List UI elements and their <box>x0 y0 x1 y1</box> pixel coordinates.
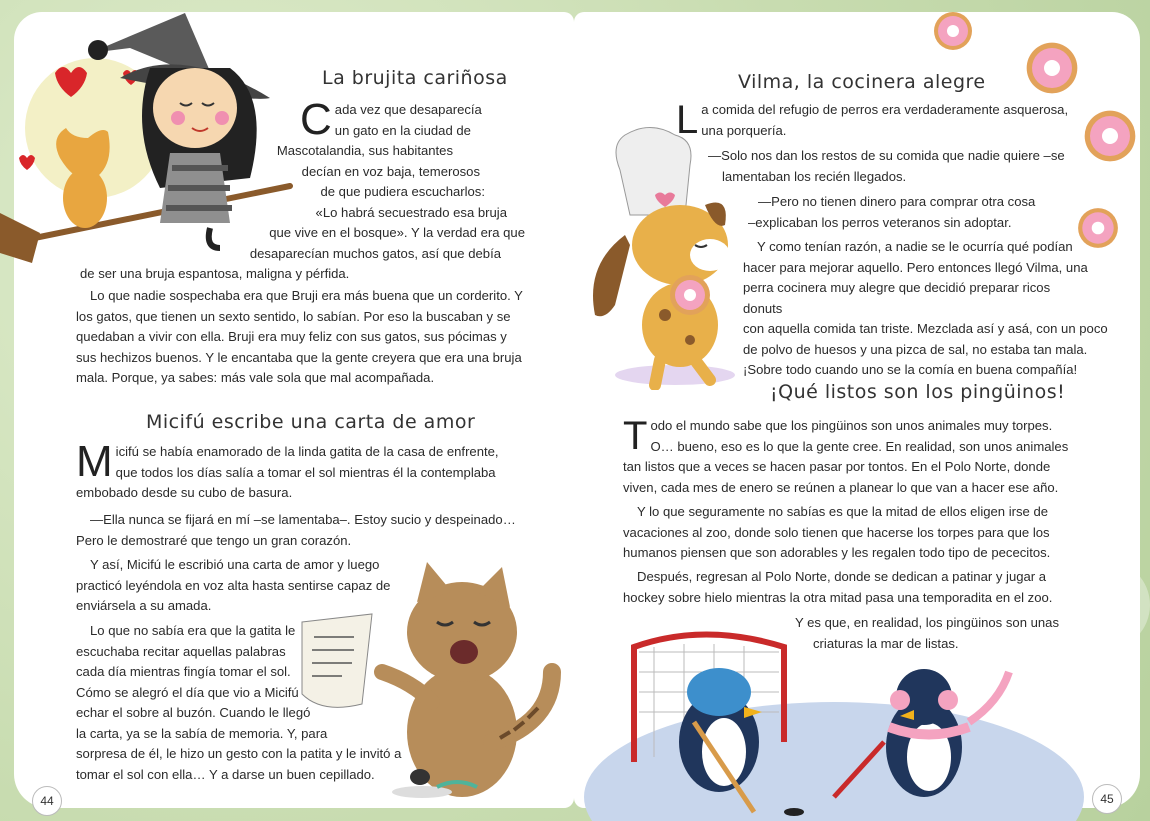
story3-p2-line: —Solo nos dan los restos de su comida que nadie quiere –se <box>708 148 1065 163</box>
story3-p4-line: hacer para mejorar aquello. Pero entonces llegó Vilma, una <box>743 259 1088 275</box>
story3-p3-line: –explicaban los perros veteranos sin adoptar. <box>748 214 1012 230</box>
story3-paragraph4 <box>743 237 1108 381</box>
story4-p4-line: Y es que, en realidad, los pingüinos son unas <box>795 615 1060 630</box>
story2-dropcap: M <box>76 437 113 486</box>
story2-p3-line: practicó leyéndola en voz alta hasta sentirse capaz de <box>76 577 391 593</box>
story3-p4-line: de polvo de huesos y una pizca de sal, no estaba tan mala. <box>743 341 1088 357</box>
story4-p2: Y lo que seguramente no sabías es que la mitad de ellos eligen irse de vacaciones al zoo, donde solo tienen que hacerse los torpes para que los humanos piensen que son adorables y les regalen todo tipo de pececitos. <box>623 504 1051 560</box>
story2-paragraph2 <box>76 510 531 551</box>
story1-text <box>300 95 525 144</box>
story2-p1b: que todos los días salía a tomar el sol mientras él la contemplaba <box>115 464 496 480</box>
penguins-hockey-illustration <box>584 622 1084 821</box>
story1-line: que vive en el bosque». Y la verdad era que <box>269 225 525 240</box>
story3-p4-line: Y como tenían razón, a nadie se le ocurría qué podían <box>757 239 1073 254</box>
story2-paragraph1 <box>76 437 536 504</box>
story1-dropcap: C <box>300 95 332 144</box>
story2-p1a: icifú se había enamorado de la linda gatita de la casa de enfrente, <box>115 444 499 459</box>
story3-p4-line: ¡Sobre todo cuando uno se la comía en buena compañía! <box>743 362 1078 377</box>
story3-dropcap: L <box>676 98 699 142</box>
story1-line: decían en voz baja, temerosos <box>301 163 480 179</box>
page-number-right: 45 <box>1092 784 1122 814</box>
cat-illustration <box>292 562 572 807</box>
story4-p1a: odo el mundo sabe que los pingüinos son unos animales muy torpes. <box>650 418 1053 433</box>
story4-p1c: tan listos que a veces se hacen pasar por tontos. En el Polo Norte, donde viven, cada mes de enero se reúnen a planear lo que van a hacer ese año. <box>623 459 1059 495</box>
story1-line: un gato en la ciudad de <box>334 122 471 138</box>
story1-line: desaparecían muchos gatos, así que debía <box>249 245 501 261</box>
story3-paragraph1 <box>676 100 1096 141</box>
story2-p1c: embobado desde su cubo de basura. <box>76 485 293 500</box>
story4-paragraph1 <box>623 416 1073 498</box>
story3-p1b: una porquería. <box>701 122 787 138</box>
story3-p4-line: perra cocinera muy alegre que decidió preparar ricos donuts <box>743 280 1051 316</box>
story2-p4-line: echar el sobre al buzón. Cuando le llegó <box>76 705 311 720</box>
story2-p2: —Ella nunca se fijará en mí –se lamentaba–. Estoy sucio y despeinado… Pero le demostraré que tengo un gran corazón. <box>76 512 516 548</box>
story2-p3-line: enviársela a su amada. <box>76 598 212 613</box>
story4-p3: Después, regresan al Polo Norte, donde se dedican a patinar y jugar a hockey sobre hielo mientras la otra mitad pasa una temporadita en el zoo. <box>623 569 1053 605</box>
story2-p4-line: tomar el sol con ella… Y a darse un buen cepillado. <box>76 766 375 782</box>
page-number-left: 44 <box>32 786 62 816</box>
story2-p4-line: la carta, ya se la sabía de memoria. Y, para <box>76 725 328 741</box>
story1-text-cont <box>80 141 525 285</box>
story3-p2-line: lamentaban los recién llegados. <box>722 168 907 184</box>
story4-p4-line: criaturas la mar de listas. <box>813 635 959 651</box>
story1-line: de que pudiera escucharlos: <box>320 184 485 199</box>
story1-title: La brujita cariñosa <box>322 67 508 89</box>
story3-p3-line: —Pero no tienen dinero para comprar otra cosa <box>758 194 1036 209</box>
story4-paragraph2 <box>623 502 1073 564</box>
story3-p4-line: con aquella comida tan triste. Mezclada así y asá, con un poco <box>743 321 1108 336</box>
story3-title: Vilma, la cocinera alegre <box>738 71 986 93</box>
story1-line: de ser una bruja espantosa, maligna y pérfida. <box>80 266 350 281</box>
story1-paragraph2 <box>76 286 526 389</box>
story1-line: Mascotalandia, sus habitantes <box>276 143 453 158</box>
story2-p4-line: cada día mientras fingía tomar el sol. <box>76 664 291 679</box>
story2-p4-line: sorpresa de él, le hizo un gesto con la patita y le invitó a <box>76 746 402 761</box>
story4-paragraph3 <box>623 567 1073 608</box>
donut-icon <box>1024 40 1080 96</box>
story2-p4-line: escuchaba recitar aquellas palabras <box>76 643 286 659</box>
story2-p3-line: Y así, Micifú le escribió una carta de amor y luego <box>90 557 380 572</box>
story1-p2: Lo que nadie sospechaba era que Bruji era más buena que un corderito. Y los gatos, que tienen un sexto sentido, lo sabían. Por eso la buscaban y se quedaban a vivir con ella. Bruji era muy feliz con sus gatos, sus pócimas y sus hechizos buenos. Y le encantaba que la gente creyera que era una bruja mala. Porque, ya sabes: más vale sola que mal acompañada. <box>76 288 523 385</box>
story4-title: ¡Qué listos son los pingüinos! <box>770 381 1066 403</box>
story4-dropcap: T <box>623 414 648 458</box>
story2-title: Micifú escribe una carta de amor <box>146 411 476 433</box>
story2-p4-line: Lo que no sabía era que la gatita le <box>90 623 296 638</box>
story4-p1b: O… bueno, eso es lo que la gente cree. En realidad, son unos animales <box>650 438 1069 454</box>
story1-line: ada vez que desaparecía <box>334 102 482 117</box>
story3-paragraph3 <box>748 192 1068 233</box>
donut-icon <box>932 10 974 52</box>
story3-p1a: a comida del refugio de perros era verdaderamente asquerosa, <box>701 102 1069 117</box>
story2-p4-line: Cómo se alegró el día que vio a Micifú <box>76 684 299 700</box>
story1-line: «Lo habrá secuestrado esa bruja <box>315 204 507 220</box>
story3-paragraph2 <box>708 146 1088 187</box>
